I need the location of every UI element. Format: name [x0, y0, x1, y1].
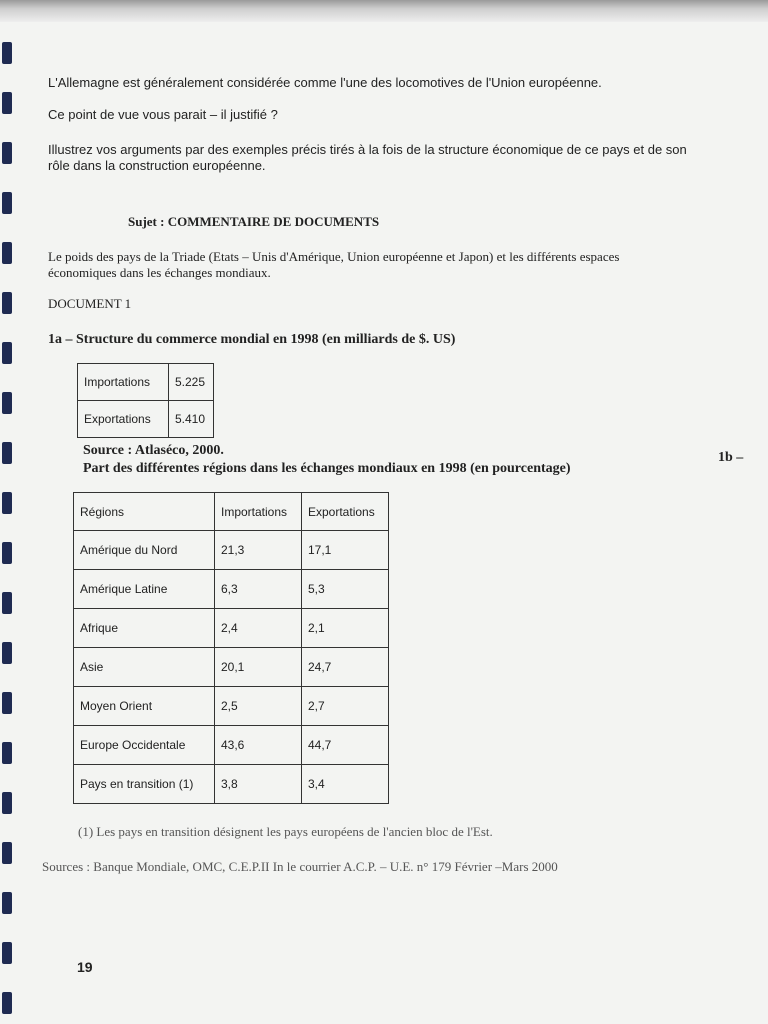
table-1a-row: [78, 401, 214, 438]
imports-cell: 2,5: [215, 687, 302, 726]
binding-ring: [2, 692, 12, 714]
table-row: [74, 765, 389, 804]
subject-desc-line-2: économiques dans les échanges mondiaux.: [48, 265, 271, 280]
binding-ring: [2, 742, 12, 764]
intro-line-2: Ce point de vue vous parait – il justifié ?: [48, 107, 278, 122]
intro-line-1: L'Allemagne est généralement considérée comme l'une des locomotives de l'Union européenne.: [48, 75, 602, 90]
table-row: [74, 609, 389, 648]
table-1b-header: Régions: [74, 493, 215, 531]
table-row: [74, 726, 389, 765]
binding-ring: [2, 442, 12, 464]
label-1b: 1b –: [718, 450, 744, 465]
binding-ring: [2, 292, 12, 314]
source-1a: Source : Atlaséco, 2000.: [83, 443, 224, 458]
binding-ring: [2, 792, 12, 814]
region-cell: Moyen Orient: [74, 687, 215, 726]
table-1a-label: Exportations: [78, 401, 169, 438]
exports-cell: 5,3: [302, 570, 389, 609]
sources: Sources : Banque Mondiale, OMC, C.E.P.II In le courrier A.C.P. – U.E. n° 179 Février –Mars 2000: [42, 859, 558, 874]
page-number: 19: [77, 959, 93, 975]
binding-ring: [2, 242, 12, 264]
exports-cell: 44,7: [302, 726, 389, 765]
binding-ring: [2, 192, 12, 214]
binding-ring: [2, 392, 12, 414]
imports-cell: 43,6: [215, 726, 302, 765]
binding-ring: [2, 842, 12, 864]
table-row: [74, 687, 389, 726]
binding-ring: [2, 892, 12, 914]
binding-ring: [2, 92, 12, 114]
binding-ring: [2, 492, 12, 514]
region-cell: Afrique: [74, 609, 215, 648]
table-1b: [73, 492, 389, 804]
subject-heading: Sujet : COMMENTAIRE DE DOCUMENTS: [128, 214, 380, 229]
binding-ring: [2, 592, 12, 614]
table-1a-value: 5.410: [169, 401, 214, 438]
exports-cell: 2,1: [302, 609, 389, 648]
table-1a-row: [78, 364, 214, 401]
exports-cell: 3,4: [302, 765, 389, 804]
table-1b-header-row: [74, 493, 389, 531]
imports-cell: 21,3: [215, 531, 302, 570]
binding-ring: [2, 642, 12, 664]
title-1b: Part des différentes régions dans les échanges mondiaux en 1998 (en pourcentage): [83, 461, 571, 476]
table-row: [74, 648, 389, 687]
spiral-binding: [0, 30, 14, 1024]
region-cell: Amérique du Nord: [74, 531, 215, 570]
exports-cell: 2,7: [302, 687, 389, 726]
imports-cell: 3,8: [215, 765, 302, 804]
scan-top-edge: [0, 0, 768, 22]
table-1b-body: [74, 531, 389, 804]
table-row: [74, 570, 389, 609]
subject-desc-line-1: Le poids des pays de la Triade (Etats – Unis d'Amérique, Union européenne et Japon) et les différents espaces: [48, 249, 620, 264]
intro-line-3a: Illustrez vos arguments par des exemples précis tirés à la fois de la structure économique de ce pays et de son: [48, 142, 687, 157]
binding-ring: [2, 342, 12, 364]
table-1b-header: Importations: [215, 493, 302, 531]
intro-line-3b: rôle dans la construction européenne.: [48, 158, 266, 173]
binding-ring: [2, 992, 12, 1014]
region-cell: Asie: [74, 648, 215, 687]
imports-cell: 20,1: [215, 648, 302, 687]
table-1b-header: Exportations: [302, 493, 389, 531]
footnote: (1) Les pays en transition désignent les pays européens de l'ancien bloc de l'Est.: [78, 824, 493, 839]
exports-cell: 24,7: [302, 648, 389, 687]
region-cell: Amérique Latine: [74, 570, 215, 609]
exports-cell: 17,1: [302, 531, 389, 570]
title-1a: 1a – Structure du commerce mondial en 1998 (en milliards de $. US): [48, 332, 456, 347]
document-label: DOCUMENT 1: [48, 296, 132, 311]
region-cell: Europe Occidentale: [74, 726, 215, 765]
table-1a-label: Importations: [78, 364, 169, 401]
imports-cell: 6,3: [215, 570, 302, 609]
table-1a-value: 5.225: [169, 364, 214, 401]
binding-ring: [2, 542, 12, 564]
region-cell: Pays en transition (1): [74, 765, 215, 804]
table-row: [74, 531, 389, 570]
binding-ring: [2, 942, 12, 964]
binding-ring: [2, 142, 12, 164]
imports-cell: 2,4: [215, 609, 302, 648]
binding-ring: [2, 42, 12, 64]
table-1a: [77, 363, 214, 438]
